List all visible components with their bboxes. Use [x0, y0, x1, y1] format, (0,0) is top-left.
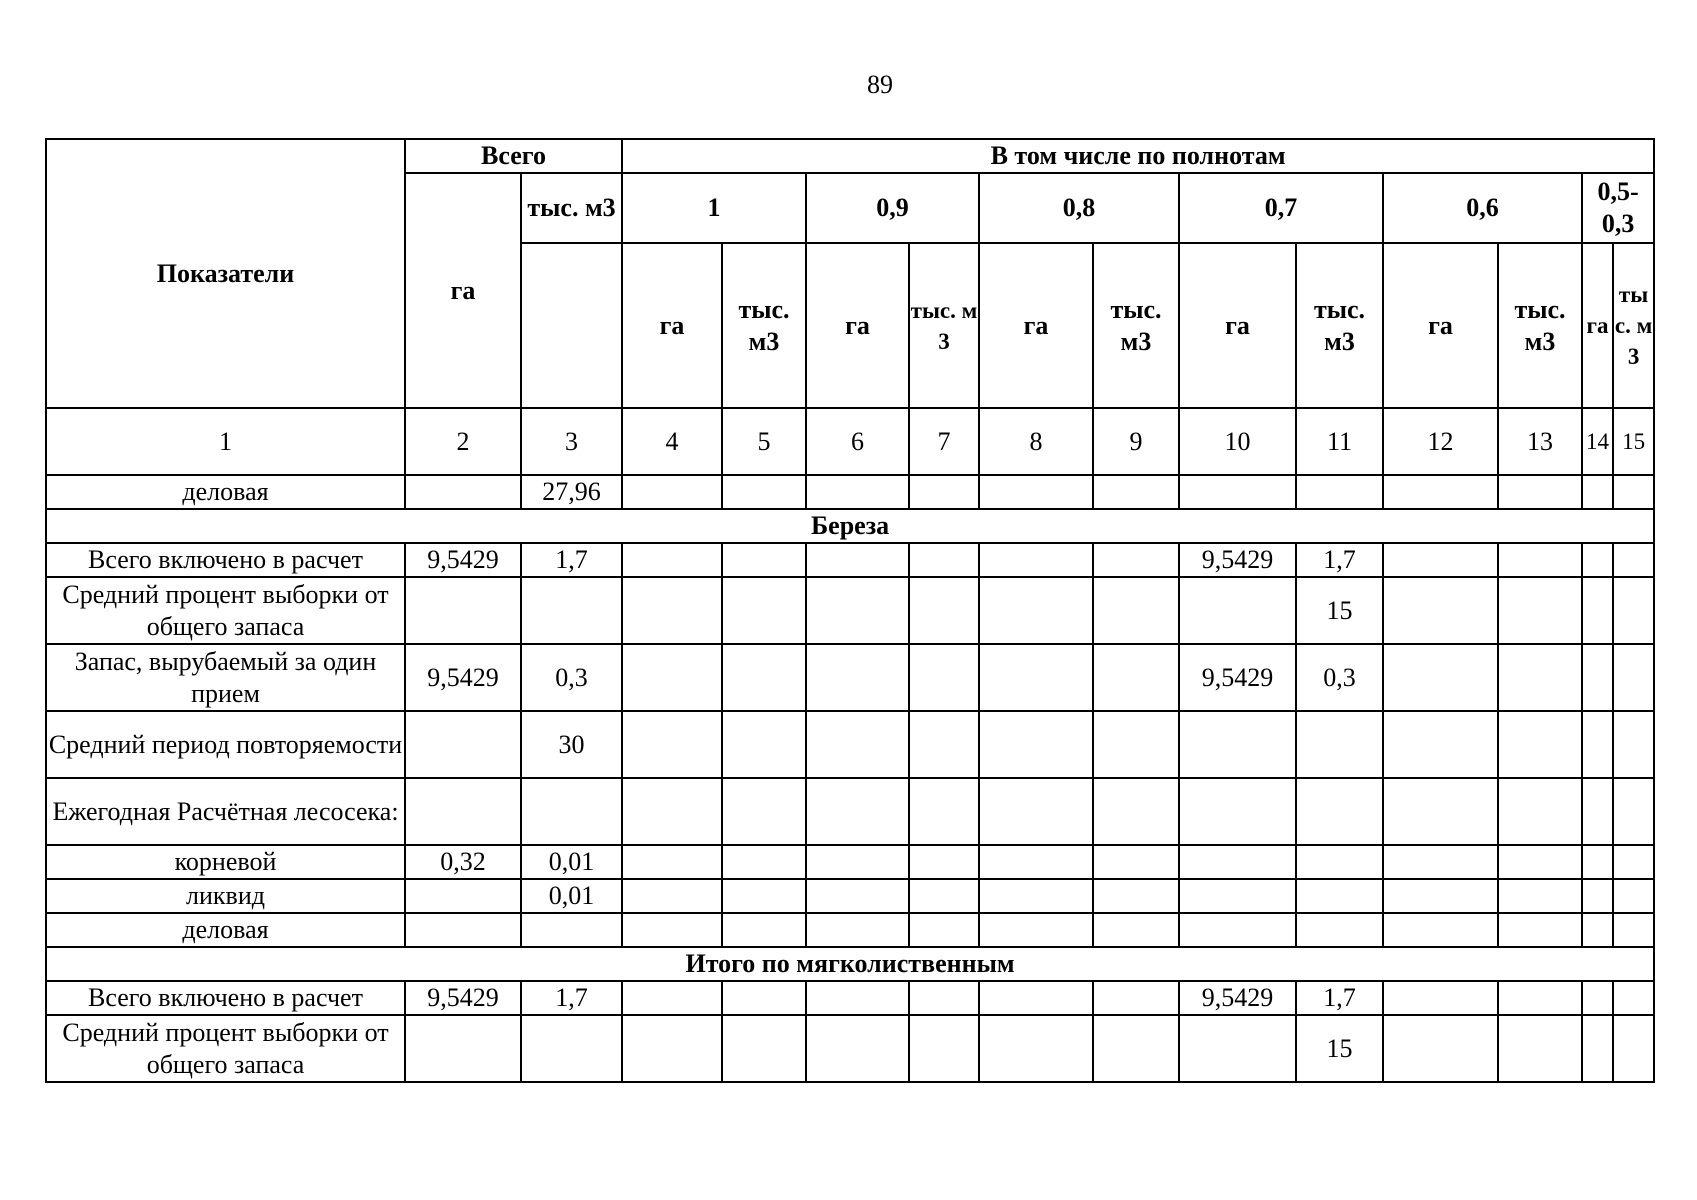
table-cell: [1179, 577, 1296, 644]
table-cell: 9,5429: [405, 543, 521, 577]
table-cell: [622, 913, 722, 947]
table-cell: [722, 981, 806, 1015]
table-cell: [622, 981, 722, 1015]
table-cell: [622, 475, 722, 509]
table-cell: [1383, 577, 1498, 644]
header-density-05-03: 0,5-0,3: [1582, 173, 1654, 243]
header-indicators: Показатели: [46, 139, 405, 408]
column-number: 2: [405, 408, 521, 475]
table-cell: [722, 475, 806, 509]
table-cell: [806, 1015, 909, 1082]
section-title: Береза: [46, 509, 1654, 543]
table-cell: 1,7: [1296, 981, 1383, 1015]
row-label: Средний процент выборки от общего запаса: [46, 1015, 405, 1082]
table-row: [46, 711, 1654, 778]
table-cell: [1613, 711, 1654, 778]
row-label: Ежегодная Расчётная лесосека:: [46, 778, 405, 845]
column-number: 10: [1179, 408, 1296, 475]
table-cell: [979, 1015, 1093, 1082]
table-cell: [979, 577, 1093, 644]
row-label: ликвид: [46, 879, 405, 913]
header-unit-ha: га: [622, 243, 722, 408]
table-cell: [1179, 913, 1296, 947]
column-number: 4: [622, 408, 722, 475]
column-number: 13: [1498, 408, 1582, 475]
table-cell: [909, 981, 979, 1015]
table-cell: [1498, 475, 1582, 509]
table-cell: [979, 711, 1093, 778]
header-density-09: 0,9: [806, 173, 979, 243]
table-cell: [1613, 644, 1654, 711]
table-cell: [521, 1015, 622, 1082]
table-cell: [909, 879, 979, 913]
table-cell: [1093, 845, 1179, 879]
table-cell: [405, 577, 521, 644]
table-cell: [806, 543, 909, 577]
table-cell: [979, 879, 1093, 913]
column-number: 6: [806, 408, 909, 475]
column-number: 11: [1296, 408, 1383, 475]
column-number: 12: [1383, 408, 1498, 475]
table-cell: [1179, 879, 1296, 913]
table-cell: [806, 475, 909, 509]
header-unit-ha: га: [1179, 243, 1296, 408]
table-cell: [1582, 879, 1613, 913]
column-number: 5: [722, 408, 806, 475]
table-row: [46, 1015, 1654, 1082]
table-cell: 9,5429: [405, 644, 521, 711]
table-row: [46, 913, 1654, 947]
table-cell: [1383, 913, 1498, 947]
table-cell: [722, 644, 806, 711]
header-total: Всего: [405, 139, 622, 173]
table-cell: [806, 778, 909, 845]
table-cell: [722, 1015, 806, 1082]
table-cell: [909, 543, 979, 577]
table-cell: [722, 845, 806, 879]
section-title: Итого по мягколиственным: [46, 947, 1654, 981]
row-label: деловая: [46, 475, 405, 509]
table-cell: [909, 778, 979, 845]
table-cell: [1498, 981, 1582, 1015]
column-number-row: [46, 408, 1654, 475]
table-cell: [979, 475, 1093, 509]
row-label: Всего включено в расчет: [46, 543, 405, 577]
table-cell: [979, 981, 1093, 1015]
table-cell: [1498, 845, 1582, 879]
column-number: 14: [1582, 408, 1613, 475]
section-row: [46, 947, 1654, 981]
header-total-ha: га: [405, 173, 521, 408]
table-cell: [1093, 711, 1179, 778]
table-cell: [622, 711, 722, 778]
table-cell: [979, 543, 1093, 577]
table-cell: [1582, 981, 1613, 1015]
column-number: 7: [909, 408, 979, 475]
table-cell: [722, 778, 806, 845]
table-cell: [405, 1015, 521, 1082]
table-cell: 9,5429: [1179, 543, 1296, 577]
table-cell: [1498, 879, 1582, 913]
table-cell: [722, 711, 806, 778]
row-label: Запас, вырубаемый за один прием: [46, 644, 405, 711]
table-cell: 27,96: [521, 475, 622, 509]
header-density-07: 0,7: [1179, 173, 1383, 243]
table-cell: [1383, 644, 1498, 711]
table-cell: [722, 879, 806, 913]
table-cell: [1093, 543, 1179, 577]
table-cell: [1613, 981, 1654, 1015]
table-cell: [722, 577, 806, 644]
table-cell: [1582, 845, 1613, 879]
table-cell: [1498, 543, 1582, 577]
header-density-06: 0,6: [1383, 173, 1582, 243]
table-cell: 15: [1296, 577, 1383, 644]
header-unit-m3: тыс. м3: [1498, 243, 1582, 408]
table-cell: [1613, 1015, 1654, 1082]
table-cell: [1582, 711, 1613, 778]
header-unit-ha: га: [1383, 243, 1498, 408]
column-number: 1: [46, 408, 405, 475]
table-cell: [405, 711, 521, 778]
header-unit-ha: га: [979, 243, 1093, 408]
table-cell: [1093, 879, 1179, 913]
table-cell: [1498, 711, 1582, 778]
table-cell: [1498, 778, 1582, 845]
table-cell: [1296, 711, 1383, 778]
table-cell: [722, 913, 806, 947]
table-cell: 0,01: [521, 845, 622, 879]
table-cell: 30: [521, 711, 622, 778]
table-cell: [1296, 913, 1383, 947]
table-cell: [521, 913, 622, 947]
table-cell: [1613, 913, 1654, 947]
table-cell: [979, 644, 1093, 711]
table-cell: [1582, 644, 1613, 711]
row-label: Всего включено в расчет: [46, 981, 405, 1015]
header-density-08: 0,8: [979, 173, 1179, 243]
table-cell: [979, 913, 1093, 947]
table-cell: 1,7: [521, 981, 622, 1015]
column-number: 15: [1613, 408, 1654, 475]
table-cell: [806, 913, 909, 947]
table-cell: [1093, 475, 1179, 509]
table-cell: [1383, 778, 1498, 845]
table-row: [46, 879, 1654, 913]
table-cell: [1179, 778, 1296, 845]
table-cell: [405, 475, 521, 509]
table-cell: [909, 1015, 979, 1082]
header-unit-m3: тыс. м3: [1093, 243, 1179, 408]
table-cell: [1498, 1015, 1582, 1082]
table-cell: [1613, 778, 1654, 845]
table-cell: [1179, 711, 1296, 778]
table-cell: [1383, 845, 1498, 879]
header-unit-m3: тыс. м3: [909, 243, 979, 408]
table-cell: [1296, 778, 1383, 845]
table-cell: [622, 778, 722, 845]
table-cell: 15: [1296, 1015, 1383, 1082]
table-cell: 1,7: [521, 543, 622, 577]
table-cell: [1296, 845, 1383, 879]
table-cell: [1179, 475, 1296, 509]
table-row: [46, 475, 1654, 509]
table-cell: [1179, 1015, 1296, 1082]
table-row: [46, 543, 1654, 577]
table-cell: 0,3: [521, 644, 622, 711]
table-cell: [1296, 475, 1383, 509]
table-cell: [722, 543, 806, 577]
table-cell: [1383, 879, 1498, 913]
table-cell: [1582, 1015, 1613, 1082]
row-label: деловая: [46, 913, 405, 947]
table-row: [46, 845, 1654, 879]
table-cell: [806, 845, 909, 879]
row-label: Средний период повторяемости: [46, 711, 405, 778]
table-cell: [1498, 577, 1582, 644]
table-cell: [405, 778, 521, 845]
table-cell: 9,5429: [1179, 981, 1296, 1015]
table-cell: 0,3: [1296, 644, 1383, 711]
table-cell: 1,7: [1296, 543, 1383, 577]
header-unit-m3: тыс. м3: [722, 243, 806, 408]
table-cell: [1296, 879, 1383, 913]
table-cell: [1582, 577, 1613, 644]
table-cell: [979, 845, 1093, 879]
table-cell: 9,5429: [1179, 644, 1296, 711]
table-cell: [806, 577, 909, 644]
row-label: Средний процент выборки от общего запаса: [46, 577, 405, 644]
table-cell: [806, 711, 909, 778]
table-cell: [405, 913, 521, 947]
table-cell: [622, 1015, 722, 1082]
table-cell: [622, 577, 722, 644]
table-cell: [1582, 475, 1613, 509]
table-cell: [1383, 1015, 1498, 1082]
table-cell: [1383, 543, 1498, 577]
table-cell: [1093, 1015, 1179, 1082]
table-cell: [1498, 644, 1582, 711]
table-cell: 0,32: [405, 845, 521, 879]
header-blank: [521, 243, 622, 408]
table-cell: [806, 981, 909, 1015]
section-row: [46, 509, 1654, 543]
table-cell: [1613, 475, 1654, 509]
table-cell: [1179, 845, 1296, 879]
table-cell: [806, 644, 909, 711]
table-cell: [521, 577, 622, 644]
table-cell: [622, 543, 722, 577]
header-unit-m3: тыс. м3: [1613, 243, 1654, 408]
table-cell: [1498, 913, 1582, 947]
column-number: 3: [521, 408, 622, 475]
table-cell: [405, 879, 521, 913]
header-unit-m3: тыс. м3: [1296, 243, 1383, 408]
table-cell: [1582, 778, 1613, 845]
table-row: [46, 981, 1654, 1015]
header-unit-ha: га: [806, 243, 909, 408]
table-cell: [1383, 981, 1498, 1015]
table-row: [46, 778, 1654, 845]
table-cell: [979, 778, 1093, 845]
header-by-density: В том числе по полнотам: [622, 139, 1654, 173]
table-cell: [909, 711, 979, 778]
table-cell: [1613, 845, 1654, 879]
table-cell: [1383, 711, 1498, 778]
header-row-1: [46, 139, 1654, 173]
table-cell: 9,5429: [405, 981, 521, 1015]
table-cell: 0,01: [521, 879, 622, 913]
table-cell: [622, 879, 722, 913]
table-cell: [909, 913, 979, 947]
table-cell: [1582, 913, 1613, 947]
table-cell: [1093, 981, 1179, 1015]
table-row: [46, 577, 1654, 644]
table-cell: [806, 879, 909, 913]
cutting-area-table: [45, 138, 1655, 1083]
table-cell: [1093, 778, 1179, 845]
table-cell: [622, 644, 722, 711]
table-row: [46, 644, 1654, 711]
header-unit-ha: га: [1582, 243, 1613, 408]
header-total-m3: тыс. м3: [521, 173, 622, 243]
table-cell: [521, 778, 622, 845]
table-cell: [1383, 475, 1498, 509]
table-cell: [909, 644, 979, 711]
row-label: корневой: [46, 845, 405, 879]
table-cell: [909, 845, 979, 879]
page-number: 89: [867, 70, 893, 99]
column-number: 8: [979, 408, 1093, 475]
table-cell: [1093, 577, 1179, 644]
table-cell: [1613, 577, 1654, 644]
table-cell: [909, 577, 979, 644]
column-number: 9: [1093, 408, 1179, 475]
table-cell: [622, 845, 722, 879]
table-cell: [1093, 913, 1179, 947]
table-cell: [909, 475, 979, 509]
header-density-1: 1: [622, 173, 806, 243]
table-cell: [1613, 543, 1654, 577]
table-cell: [1582, 543, 1613, 577]
table-cell: [1613, 879, 1654, 913]
table-cell: [1093, 644, 1179, 711]
